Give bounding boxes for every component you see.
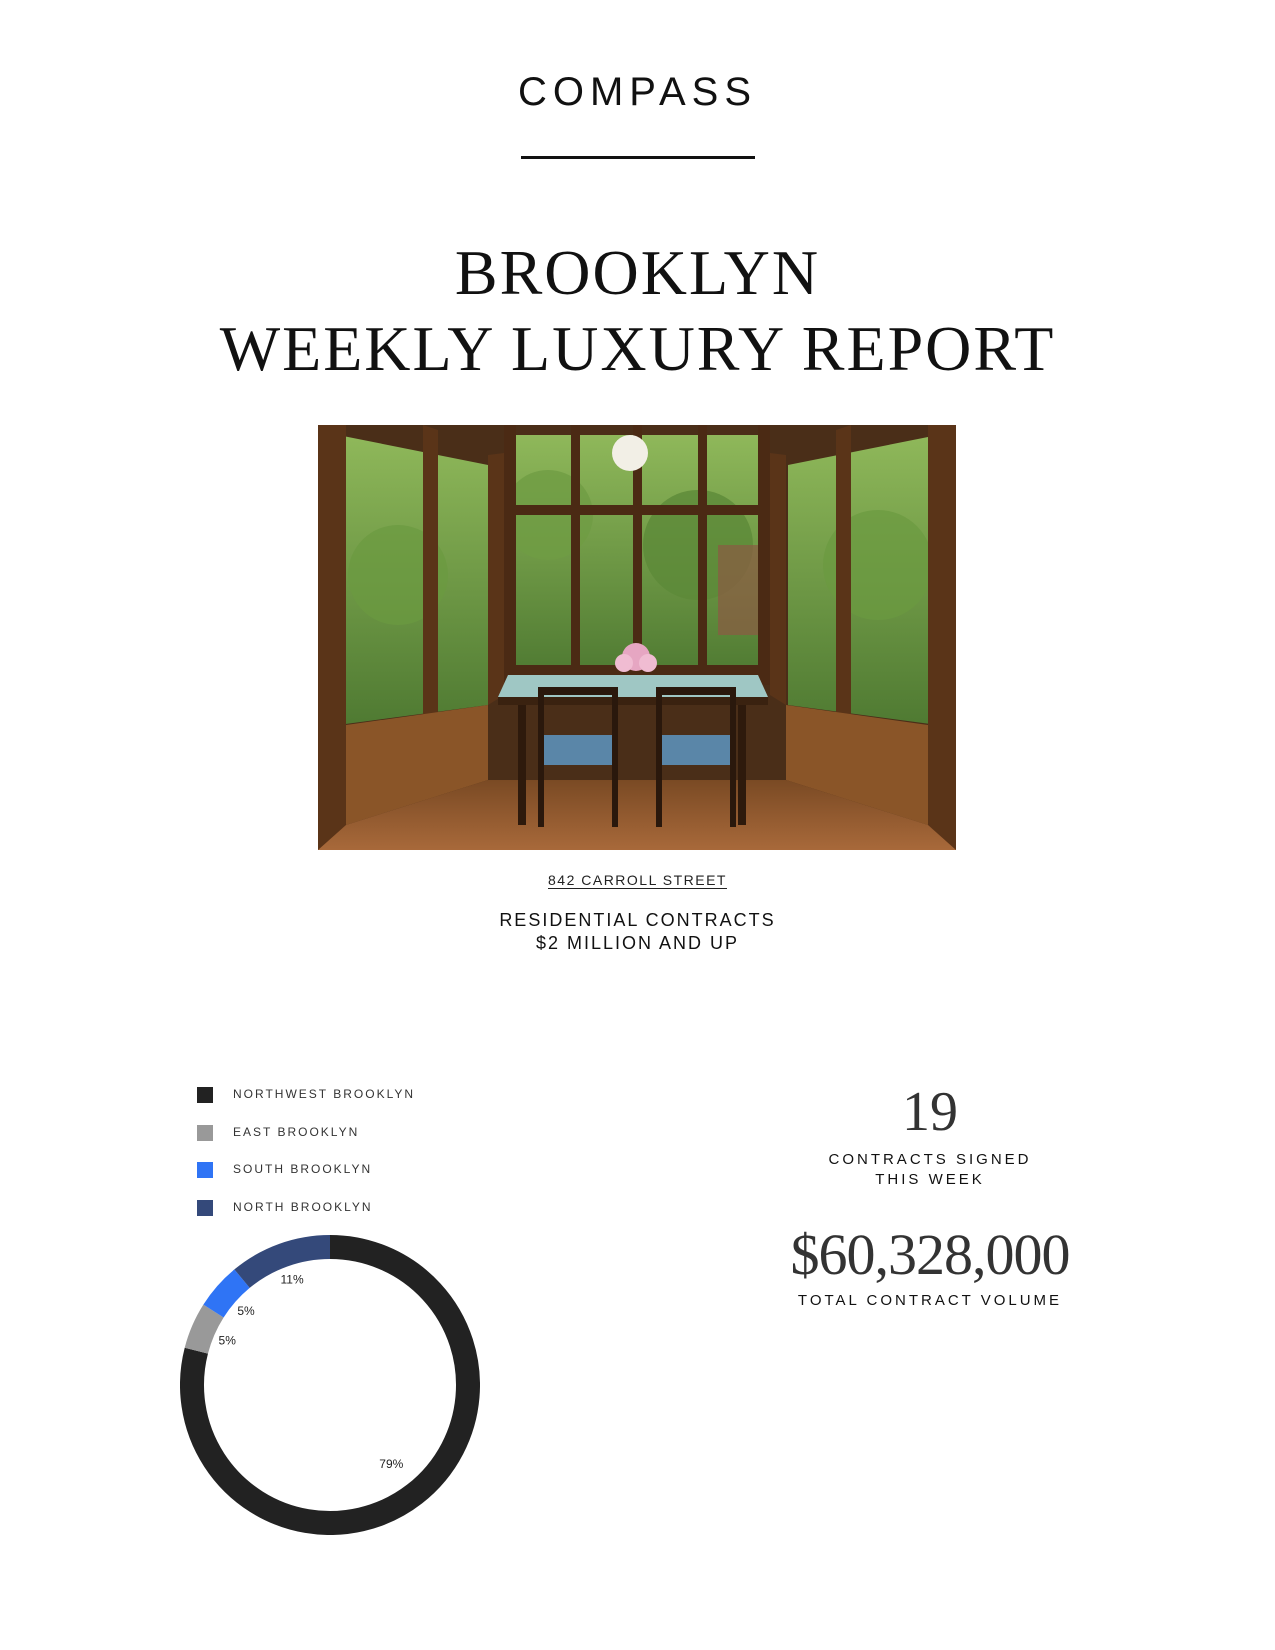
contracts-count: 19 [902, 1081, 958, 1143]
legend-swatch-north [197, 1200, 213, 1216]
legend-item-northwest [197, 1085, 497, 1105]
slice-north-label: 11% [280, 1272, 304, 1287]
subtitle-line1: RESIDENTIAL CONTRACTS [499, 910, 776, 930]
legend-label-north: NORTH BROOKLYN [233, 1200, 373, 1214]
legend-swatch-south [197, 1162, 213, 1178]
contract-volume-label: TOTAL CONTRACT VOLUME [797, 1292, 1063, 1309]
legend-label-east: EAST BROOKLYN [233, 1125, 360, 1139]
legend-label-south: SOUTH BROOKLYN [233, 1162, 373, 1176]
legend-swatch-northwest [197, 1087, 213, 1103]
report-title-line1: BROOKLYN [454, 237, 821, 308]
legend-item-south [197, 1160, 497, 1180]
contract-volume: $60,328,000 [790, 1222, 1070, 1287]
subtitle-line2: $2 MILLION AND UP [535, 933, 740, 953]
sunroom-illustration [318, 425, 956, 850]
slice-east-label: 5% [218, 1333, 236, 1348]
compass-logo: COMPASS [517, 70, 758, 114]
logo-divider [521, 156, 755, 159]
contracts-label-line1: CONTRACTS SIGNED [828, 1151, 1032, 1168]
slice-east [196, 1311, 213, 1351]
legend-label-northwest: NORTHWEST BROOKLYN [233, 1087, 416, 1101]
legend-swatch-east [197, 1125, 213, 1141]
report-title-line2: WEEKLY LUXURY REPORT [219, 313, 1056, 384]
region-donut-chart [180, 1235, 480, 1535]
contracts-label-line2: THIS WEEK [875, 1171, 985, 1188]
legend-item-east [197, 1123, 497, 1143]
legend-item-north [197, 1198, 497, 1218]
slice-northwest-label: 79% [379, 1457, 404, 1472]
property-photo [318, 425, 956, 850]
slice-south-label: 5% [237, 1303, 255, 1318]
property-address-link[interactable]: 842 CARROLL STREET [548, 872, 727, 888]
